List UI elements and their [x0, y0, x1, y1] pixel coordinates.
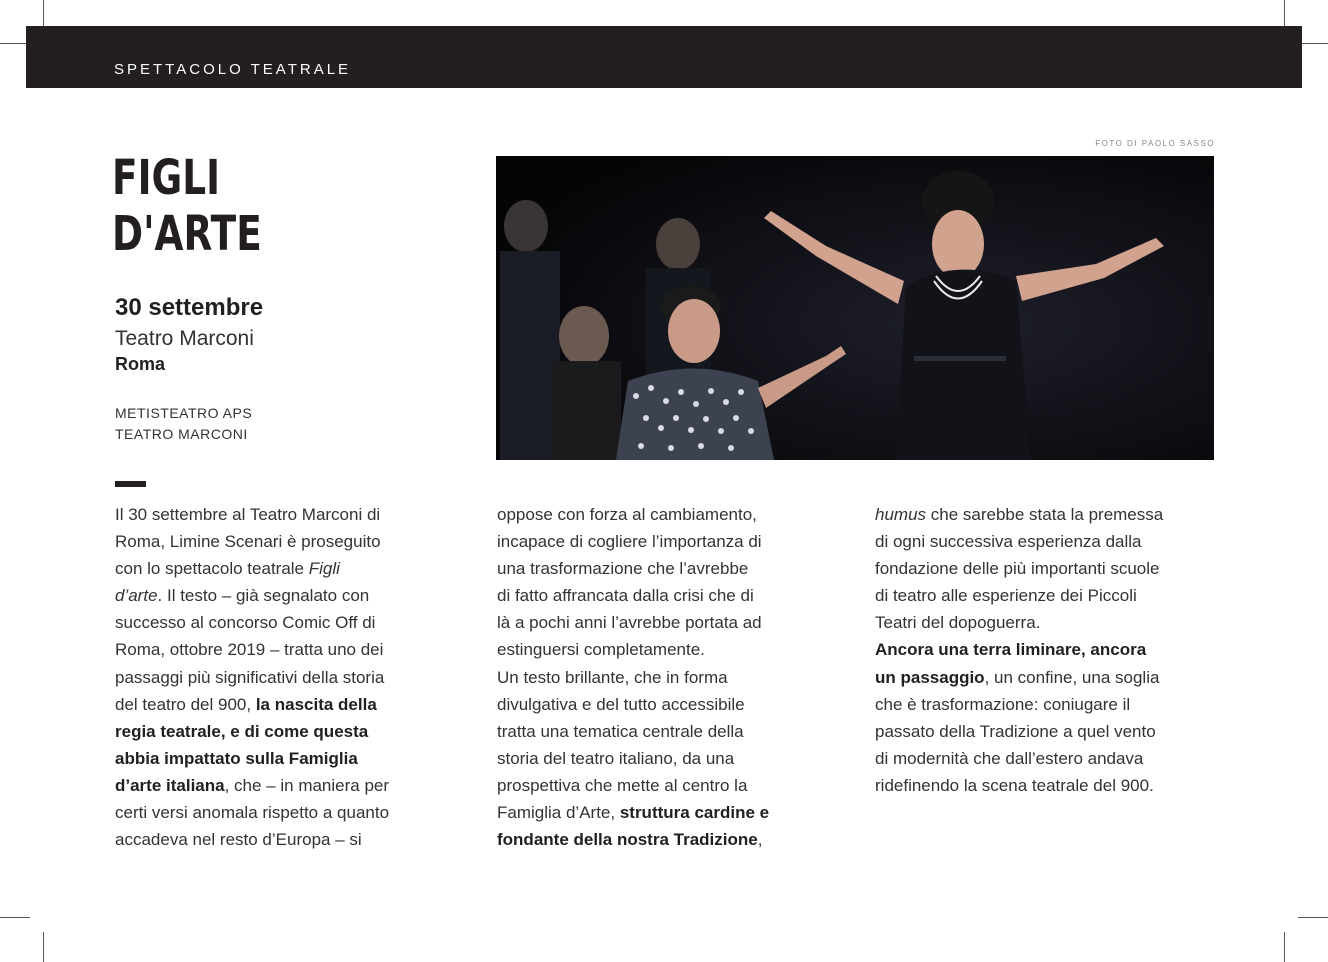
text-line: [115, 636, 445, 663]
bold-run: Ancora una terra liminare, ancora: [875, 640, 1147, 660]
crop-mark: [0, 917, 30, 918]
article-column-1: [115, 501, 445, 853]
text-line: [497, 555, 827, 582]
text-run: , che – in maniera per: [224, 775, 390, 795]
bold-run: regia teatrale, e di come questa: [115, 721, 369, 741]
bold-run: fondante della nostra Tradizione: [497, 830, 758, 850]
article-title: [112, 150, 262, 262]
title-line-1: FIGLI: [112, 150, 221, 206]
text-line: [115, 745, 445, 772]
text-line: [875, 718, 1215, 745]
text-line: [875, 772, 1215, 799]
text-line: [115, 718, 445, 745]
text-run: che è trasformazione: coniugare il: [875, 694, 1131, 714]
text-run: , un confine, una soglia: [984, 667, 1160, 687]
section-label: SPETTACOLO TEATRALE: [114, 61, 352, 78]
text-run: che sarebbe stata la premessa: [926, 505, 1164, 524]
stage-photo-illustration: [496, 156, 1214, 460]
organizer-1: METISTEATRO APS: [115, 405, 253, 421]
text-line: [115, 528, 445, 555]
stage-photo: [496, 156, 1214, 460]
text-line: [115, 691, 445, 718]
photo-credit: FOTO DI PAOLO SASSO: [1095, 139, 1215, 148]
text-line: [875, 528, 1215, 555]
text-run: certi versi anomala rispetto a quanto: [115, 803, 390, 823]
text-run: Teatri del dopoguerra.: [875, 613, 1041, 633]
text-line: [875, 745, 1215, 772]
text-run: storia del teatro italiano, da una: [497, 748, 735, 768]
crop-mark: [1284, 932, 1285, 962]
text-line: [115, 501, 445, 528]
text-line: [497, 609, 827, 636]
text-run: successo al concorso Comic Off di: [115, 613, 376, 633]
text-line: [497, 799, 827, 826]
text-run: incapace di cogliere l’importanza di: [497, 532, 762, 552]
event-date: 30 settembre: [115, 294, 264, 321]
text-line: [875, 501, 1215, 528]
text-run: di ogni successiva esperienza dalla: [875, 532, 1142, 552]
text-run: Il 30 settembre al Teatro Marconi di: [115, 505, 381, 524]
title-line-2: D'ARTE: [112, 206, 262, 262]
text-run: tratta una tematica centrale della: [497, 721, 744, 741]
text-line: [497, 745, 827, 772]
text-line: [115, 582, 445, 609]
text-run: Roma, Limine Scenari è proseguito: [115, 532, 381, 552]
header-bar: [26, 26, 1302, 88]
italic-run: humus: [875, 505, 927, 524]
crop-mark: [43, 932, 44, 962]
article-column-2: [497, 501, 827, 853]
organizers: [115, 403, 252, 445]
text-line: [497, 772, 827, 799]
text-line: [875, 636, 1215, 663]
italic-title-run: d’arte: [115, 586, 158, 606]
event-city: Roma: [115, 354, 166, 374]
text-run: estinguersi completamente.: [497, 640, 705, 660]
text-line: [115, 664, 445, 691]
text-line: [115, 555, 445, 582]
section-rule: [115, 481, 146, 487]
bold-run: abbia impattato sulla Famiglia: [115, 748, 358, 768]
text-line: [115, 826, 445, 853]
bold-run: struttura cardine e: [619, 803, 770, 823]
text-line: [875, 555, 1215, 582]
text-run: oppose con forza al cambiamento,: [497, 505, 757, 524]
text-line: [115, 772, 445, 799]
text-line: [497, 501, 827, 528]
text-run: divulgativa e del tutto accessibile: [497, 694, 745, 714]
text-line: [497, 826, 827, 853]
text-line: [115, 799, 445, 826]
text-run: prospettiva che mette al centro la: [497, 775, 748, 795]
text-line: [497, 691, 827, 718]
bold-run: un passaggio: [875, 667, 985, 687]
text-run: ridefinendo la scena teatrale del 900.: [875, 775, 1154, 795]
text-run: passaggi più significativi della storia: [115, 667, 385, 687]
text-run: fondazione delle più importanti scuole: [875, 559, 1160, 579]
bold-run: d’arte italiana: [115, 775, 225, 795]
text-run: del teatro del 900,: [115, 694, 256, 714]
text-run: passato della Tradizione a quel vento: [875, 721, 1156, 741]
text-run: di teatro alle esperienze dei Piccoli: [875, 586, 1137, 606]
text-run: Un testo brillante, che in forma: [497, 667, 728, 687]
text-line: [497, 528, 827, 555]
text-run: là a pochi anni l’avrebbe portata ad: [497, 613, 762, 633]
text-line: [497, 636, 827, 663]
italic-title-run: Figli: [308, 559, 340, 579]
text-run: con lo spettacolo teatrale: [115, 559, 309, 579]
article-column-3: [875, 501, 1215, 799]
text-line: [497, 664, 827, 691]
text-line: [497, 718, 827, 745]
text-line: [875, 609, 1215, 636]
organizer-2: TEATRO MARCONI: [115, 426, 248, 442]
text-line: [497, 582, 827, 609]
text-run: ,: [757, 830, 763, 850]
text-run: Roma, ottobre 2019 – tratta uno dei: [115, 640, 384, 660]
text-line: [115, 609, 445, 636]
text-line: [875, 664, 1215, 691]
text-line: [875, 691, 1215, 718]
crop-mark: [1298, 917, 1328, 918]
text-line: [875, 582, 1215, 609]
text-run: di fatto affrancata dalla crisi che di: [497, 586, 754, 606]
text-run: . Il testo – già segnalato con: [157, 586, 370, 606]
bold-run: la nascita della: [255, 694, 377, 714]
text-run: di modernità che dall’estero andava: [875, 748, 1144, 768]
text-run: accadeva nel resto d’Europa – si: [115, 830, 362, 850]
event-venue: Teatro Marconi: [115, 327, 254, 350]
text-run: una trasformazione che l’avrebbe: [497, 559, 749, 579]
crop-mark: [1298, 43, 1328, 44]
text-run: Famiglia d’Arte,: [497, 803, 620, 823]
